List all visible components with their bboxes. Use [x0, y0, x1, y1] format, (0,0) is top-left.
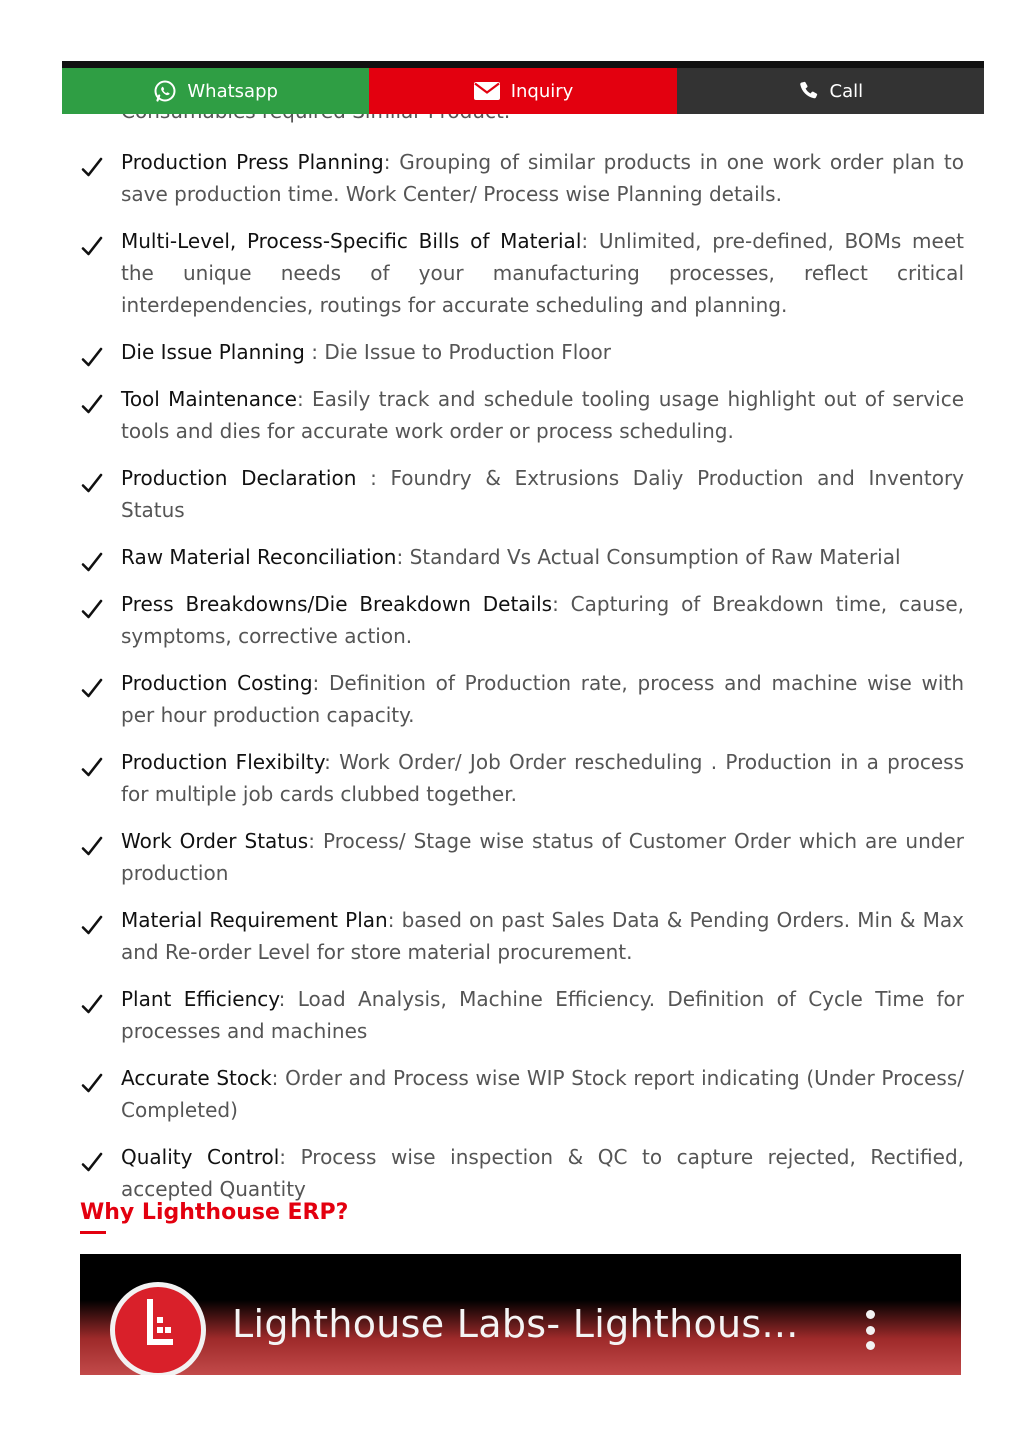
phone-icon: [798, 80, 820, 102]
feature-separator: :: [271, 1066, 286, 1090]
feature-description: Easily track and schedule tooling usage highlight out of service tools and dies for accurate work order or process scheduling.: [121, 387, 964, 443]
feature-title: Production Press Planning: [121, 150, 384, 174]
feature-title: Multi-Level, Process-Specific Bills of Material: [121, 229, 582, 253]
list-item: [80, 225, 964, 321]
feature-description: Load Analysis, Machine Efficiency. Definition of Cycle Time for processes and machines: [121, 987, 964, 1043]
whatsapp-label: Whatsapp: [187, 80, 278, 102]
feature-description: Definition of Production rate, process and machine wise with per hour production capacity.: [121, 671, 964, 727]
check-icon: [80, 756, 104, 778]
feature-separator: :: [278, 987, 298, 1011]
whatsapp-icon: [153, 79, 177, 103]
section-heading: Why Lighthouse ERP?: [80, 1200, 349, 1225]
feature-description: Process wise inspection & QC to capture rejected, Rectified, accepted Quantity: [121, 1145, 964, 1201]
list-item: [80, 1141, 964, 1205]
list-item: [80, 462, 964, 526]
feature-title: Raw Material Reconciliation: [121, 545, 397, 569]
list-item: [80, 904, 964, 968]
list-item: [80, 336, 964, 368]
envelope-icon: [473, 81, 501, 101]
list-item: [80, 667, 964, 731]
feature-title: Plant Efficiency: [121, 987, 279, 1011]
more-vert-icon[interactable]: [863, 1310, 877, 1350]
feature-title: Work Order Status: [121, 829, 309, 853]
list-item: [80, 541, 964, 573]
feature-title: Production Flexibilty: [121, 750, 325, 774]
check-icon: [80, 835, 104, 857]
feature-title: Accurate Stock: [121, 1066, 272, 1090]
inquiry-button[interactable]: [369, 68, 676, 114]
list-item: [80, 825, 964, 889]
check-icon: [80, 598, 104, 620]
feature-separator: :: [296, 387, 313, 411]
heading-underline: [80, 1231, 106, 1234]
feature-separator: :: [324, 750, 340, 774]
feature-separator: :: [308, 829, 323, 853]
list-item: [80, 588, 964, 652]
feature-separator: :: [387, 908, 402, 932]
check-icon: [80, 346, 104, 368]
feature-separator: :: [356, 466, 391, 490]
feature-description: Foundry & Extrusions Daliy Production and Inventory Status: [121, 466, 964, 522]
list-item: [80, 146, 964, 210]
feature-title: Press Breakdowns/Die Breakdown Details: [121, 592, 553, 616]
feature-title: Production Costing: [121, 671, 313, 695]
check-icon: [80, 993, 104, 1015]
feature-separator: :: [312, 671, 330, 695]
feature-title: Die Issue Planning: [121, 340, 305, 364]
feature-separator: :: [581, 229, 599, 253]
action-bar: [62, 61, 984, 114]
feature-separator: :: [304, 340, 325, 364]
whatsapp-button[interactable]: [62, 68, 369, 114]
feature-description: based on past Sales Data & Pending Orders. Min & Max and Re-order Level for store material procurement.: [121, 908, 964, 964]
video-title: Lighthouse Labs- Lighthous...: [232, 1302, 799, 1346]
feature-description: Standard Vs Actual Consumption of Raw Material: [409, 545, 901, 569]
feature-title: Quality Control: [121, 1145, 280, 1169]
call-button[interactable]: [677, 68, 984, 114]
check-icon: [80, 914, 104, 936]
check-icon: [80, 235, 104, 257]
check-icon: [80, 156, 104, 178]
feature-separator: :: [552, 592, 571, 616]
list-item: [80, 1062, 964, 1126]
check-icon: [80, 1151, 104, 1173]
feature-title: Production Declaration: [121, 466, 357, 490]
check-icon: [80, 677, 104, 699]
feature-description: Work Order/ Job Order rescheduling . Production in a process for multiple job cards clubbed together.: [121, 750, 964, 806]
check-icon: [80, 551, 104, 573]
list-item: [80, 983, 964, 1047]
check-icon: [80, 393, 104, 415]
video-embed[interactable]: [80, 1254, 961, 1375]
feature-description: Order and Process wise WIP Stock report indicating (Under Process/ Completed): [121, 1066, 964, 1122]
feature-list: [80, 146, 964, 1220]
feature-description: Die Issue to Production Floor: [324, 340, 611, 364]
feature-separator: :: [396, 545, 410, 569]
feature-separator: :: [383, 150, 400, 174]
check-icon: [80, 472, 104, 494]
feature-title: Tool Maintenance: [121, 387, 297, 411]
list-item: [80, 383, 964, 447]
inquiry-label: Inquiry: [510, 80, 574, 102]
check-icon: [80, 1072, 104, 1094]
feature-title: Material Requirement Plan: [121, 908, 388, 932]
feature-description: Capturing of Breakdown time, cause, symptoms, corrective action.: [121, 592, 964, 648]
channel-logo: [110, 1282, 206, 1375]
call-label: Call: [829, 80, 864, 102]
feature-description: Grouping of similar products in one work order plan to save production time. Work Center/ Process wise Planning details.: [121, 150, 964, 206]
feature-description: Unlimited, pre-defined, BOMs meet the unique needs of your manufacturing processes, reflect critical interdependencies, routings for accurate scheduling and planning.: [121, 229, 964, 317]
list-item: [80, 746, 964, 810]
feature-description: Process/ Stage wise status of Customer Order which are under production: [121, 829, 964, 885]
feature-separator: :: [279, 1145, 301, 1169]
